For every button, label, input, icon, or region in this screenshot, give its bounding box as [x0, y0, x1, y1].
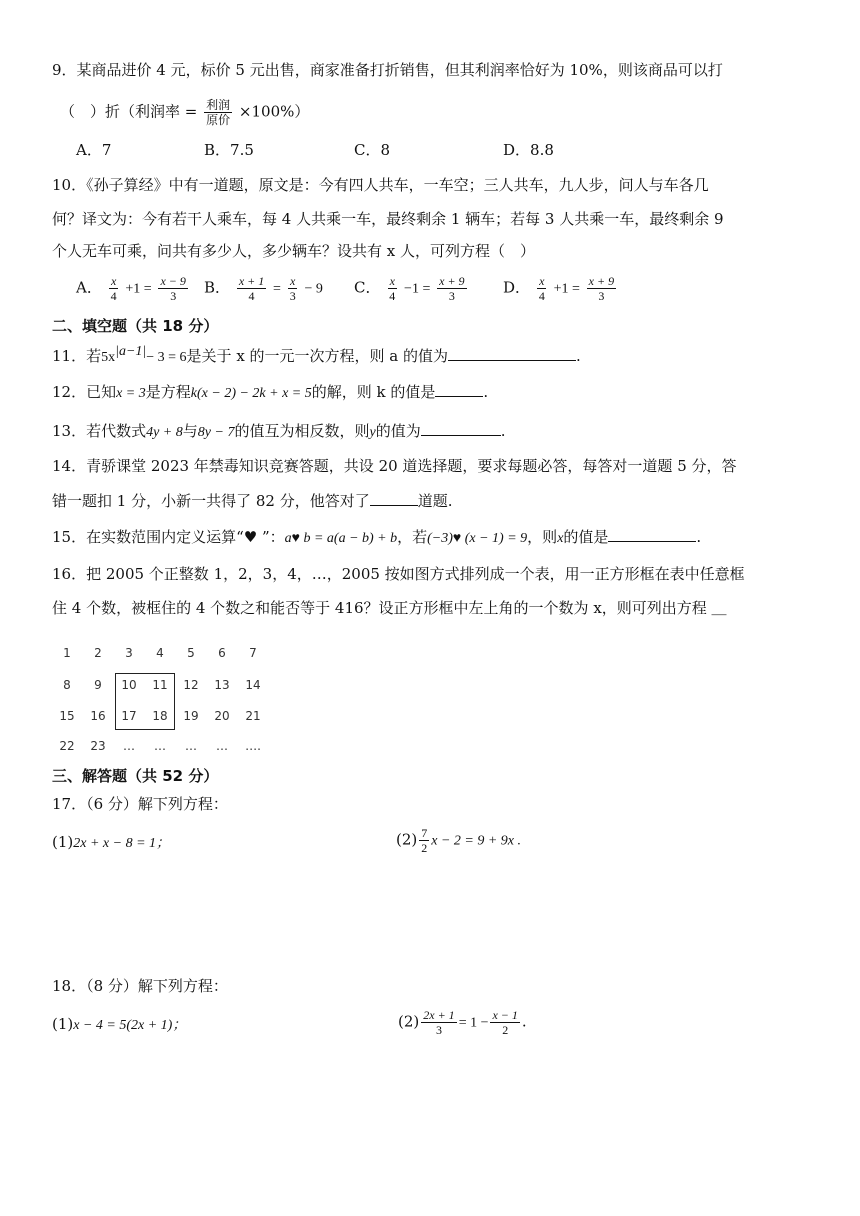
section-2-title: 二、填空题（共 18 分） [52, 317, 219, 335]
q11-answer-blank[interactable] [448, 345, 576, 361]
q10-option-a: A． $\frac{x}{4}$ +1 = $\frac{x - 9}{3}$ [76, 274, 186, 303]
q10-option-d: D． $\frac{x}{4}$ +1 = $\frac{x + 9}{3}$ [503, 274, 615, 303]
q18-part1: (1)x − 4 = 5(2x + 1)； [52, 1015, 187, 1033]
q14-line2: 错一题扣 1 分，小新一共得了 82 分，他答对了 道题. [52, 492, 453, 510]
grid-cell: 11 [152, 678, 168, 692]
profit-fraction: $\frac{\text{利润}}{\text{原价}}$ [206, 98, 231, 127]
q9-option-c: C．8 [354, 141, 391, 159]
section-3-title: 三、解答题（共 52 分） [52, 767, 219, 785]
grid-cell: 22 [59, 739, 75, 753]
grid-cell: … [185, 739, 197, 753]
grid-cell: … [154, 739, 166, 753]
q12: 12．已知x = 3是方程k(x − 2) − 2k + x = 5的解，则 k 的值是 . [52, 383, 489, 401]
q9-option-a: A．7 [76, 141, 112, 159]
q11: 11．若$5x^{|a-1|}- 3 = 6$是关于 x 的一元一次方程，则 a 的值为 . [52, 344, 581, 365]
grid-cell: 10 [121, 678, 137, 692]
grid-cell: 16 [90, 709, 106, 723]
q13-answer-blank[interactable] [421, 420, 501, 436]
q17-part2: (2) $\frac{7}{2}$ x − 2 = 9 + 9x . [396, 826, 522, 855]
grid-cell: … [123, 739, 135, 753]
grid-cell: 18 [152, 709, 168, 723]
grid-cell: … [216, 739, 228, 753]
q9-tail: ×100%） [238, 102, 310, 121]
q10-option-b: B． $\frac{x + 1}{4}$ = $\frac{x}{3}$ − 9 [204, 274, 323, 303]
q12-answer-blank[interactable] [435, 381, 483, 397]
q16-line2: 住 4 个数，被框住的 4 个数之和能否等于 416？设正方形框中左上角的一个数为 x，则可列出方程 ＿ [52, 599, 727, 617]
grid-cell: 19 [183, 709, 199, 723]
q18-part2: (2) $\frac{2x + 1}{3}$ = 1 − $\frac{x - 1}{2}$ . [398, 1008, 527, 1037]
q18-title: 18．（8 分）解下列方程： [52, 977, 228, 995]
grid-cell: 6 [218, 646, 226, 660]
grid-cell: 21 [245, 709, 261, 723]
q10-option-c: C． $\frac{x}{4}$ −1 = $\frac{x + 9}{3}$ [354, 274, 465, 303]
grid-cell: 12 [183, 678, 199, 692]
q16-line1: 16．把 2005 个正整数 1，2，3，4，…，2005 按如图方式排列成一个表，用一正方形框在表中任意框 [52, 565, 745, 583]
grid-cell: …. [245, 739, 261, 753]
grid-cell: 5 [187, 646, 195, 660]
q9-line1: 9．某商品进价 4 元，标价 5 元出售，商家准备打折销售，但其利润率恰好为 10%，则该商品可以打 [52, 61, 723, 79]
grid-cell: 20 [214, 709, 230, 723]
q17-title: 17．（6 分）解下列方程： [52, 795, 228, 813]
grid-cell: 15 [59, 709, 75, 723]
grid-cell: 1 [63, 646, 71, 660]
q10-line1: 10．《孙子算经》中有一道题，原文是：今有四人共车，一车空；三人共车，九人步，问人与车各几 [52, 176, 709, 194]
q10-line2: 何？译文为：今有若干人乘车，每 4 人共乘一车，最终剩余 1 辆车；若每 3 人共乘一车，最终剩余 9 [52, 210, 724, 228]
grid-cell: 14 [245, 678, 261, 692]
q9-paren: （ ）折（利润率 = [60, 102, 198, 121]
q17-part1: (1)2x + x − 8 = 1； [52, 833, 171, 851]
grid-cell: 23 [90, 739, 106, 753]
grid-cell: 3 [125, 646, 133, 660]
grid-cell: 8 [63, 678, 71, 692]
q14-line1: 14．青骄课堂 2023 年禁毒知识竞赛答题，共设 20 道选择题，要求每题必答，每答对一道题 5 分，答 [52, 457, 737, 475]
grid-cell: 13 [214, 678, 230, 692]
q15-answer-blank[interactable] [608, 526, 696, 542]
grid-cell: 17 [121, 709, 137, 723]
grid-cell: 4 [156, 646, 164, 660]
q10-line3: 个人无车可乘，问共有多少人，多少辆车？设共有 x 人，可列方程（ ） [52, 242, 535, 260]
square-frame [115, 673, 175, 730]
q14-answer-blank[interactable] [370, 490, 418, 506]
grid-cell: 7 [249, 646, 257, 660]
q9-line2 [60, 98, 309, 127]
q9-option-b: B．7.5 [204, 141, 254, 159]
grid-cell: 9 [94, 678, 102, 692]
q13: 13．若代数式4y + 8与8y − 7的值互为相反数，则y的值为 . [52, 422, 506, 440]
q15: 15．在实数范围内定义运算“♥ ”：a♥ b = a(a − b) + b，若(−3)♥ (x − 1) = 9，则x的值是 . [52, 528, 702, 546]
q9-option-d: D．8.8 [503, 141, 554, 159]
grid-cell: 2 [94, 646, 102, 660]
